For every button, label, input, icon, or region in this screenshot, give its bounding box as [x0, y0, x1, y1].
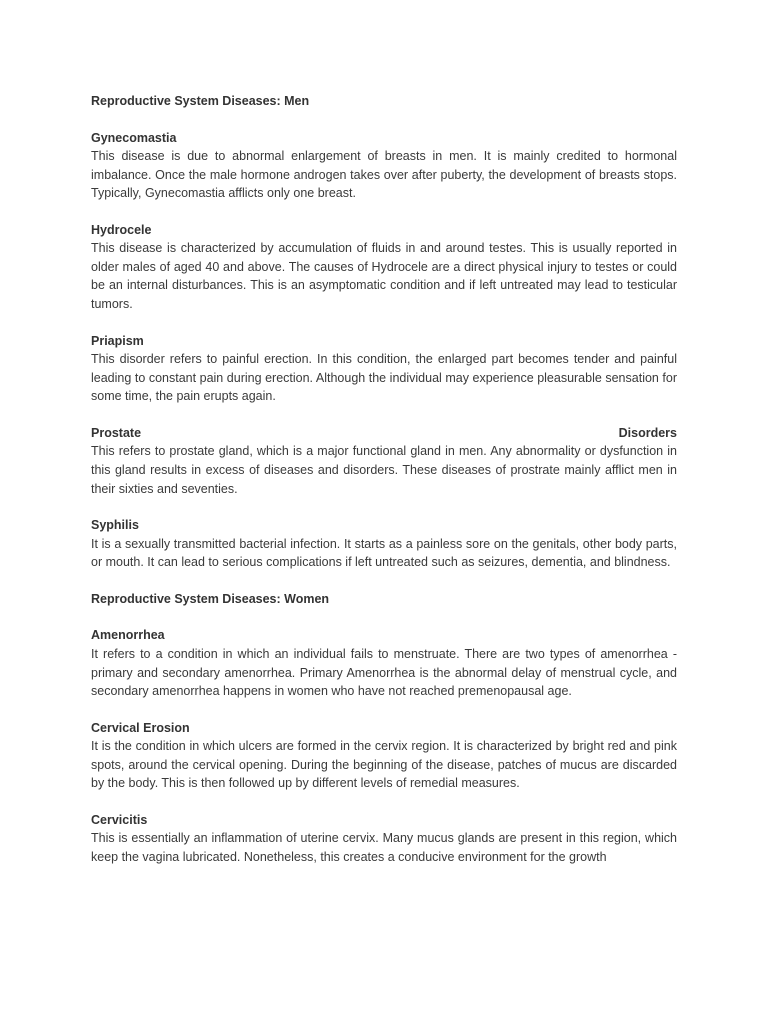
entry-title-text: Cervicitis	[91, 812, 148, 827]
entry-body: It is the condition in which ulcers are formed in the cervix region. It is characterized by bright red and pink spots, around the cervical opening. During the beginning of the disease, patches of mucus are discarded by the body. This is then followed up by different levels of remedial measures.	[91, 739, 677, 791]
entry-title	[91, 811, 677, 830]
entry-hydrocele	[91, 221, 677, 314]
entry-title	[91, 221, 677, 240]
entry-title-text: Hydrocele	[91, 222, 152, 237]
entry-body: This refers to prostate gland, which is a major functional gland in men. Any abnormality or dysfunction in this gland results in excess of diseases and disorders. These diseases of prostrate mainly afflict men in their sixties and seventies.	[91, 444, 677, 496]
entry-body: This is essentially an inflammation of uterine cervix. Many mucus glands are present in this region, which keep the vagina lubricated. Nonetheless, this creates a conducive environment for the growth	[91, 831, 677, 865]
entry-syphilis	[91, 516, 677, 572]
entry-title-text: Amenorrhea	[91, 628, 165, 643]
entry-body: It refers to a condition in which an individual fails to menstruate. There are two types of amenorrhea -primary and secondary amenorrhea. Primary Amenorrhea is the abnormal delay of menstrual cycle, and secondary amenorrhea happens in women who have not reached premenopausal age.	[91, 646, 677, 699]
entry-priapism	[91, 332, 677, 406]
entry-title	[91, 332, 677, 351]
entry-body: This disorder refers to painful erection. In this condition, the enlarged part becomes tender and painful leading to constant pain during erection. Although the individual may experience pleasurable sensation for some time, the pain erupts again.	[91, 352, 677, 404]
entry-cervical-erosion	[91, 719, 677, 793]
entry-title-text: Syphilis	[91, 518, 139, 533]
entry-title	[91, 516, 677, 535]
section-heading-women: Reproductive System Diseases: Women	[91, 591, 330, 606]
entry-prostate-disorders	[91, 424, 677, 498]
entry-title-text-right: Disorders	[618, 425, 677, 440]
entry-gynecomastia	[91, 129, 677, 203]
entry-title-text: Cervical Erosion	[91, 720, 190, 735]
entry-amenorrhea	[91, 626, 677, 700]
entry-title	[91, 719, 677, 738]
entry-body: This disease is due to abnormal enlargement of breasts in men. It is mainly credited to hormonal imbalance. Once the male hormone androgen takes over after puberty, the development of breasts stops. Typically, Gynecomastia afflicts only one breast.	[91, 149, 677, 201]
entry-title-text: Gynecomastia	[91, 130, 177, 145]
entry-title-text: Priapism	[91, 333, 144, 348]
entry-title	[91, 626, 677, 645]
entry-body: It is a sexually transmitted bacterial infection. It starts as a painless sore on the genitals, other body parts, or mouth. It can lead to serious complications if left untreated such as seizures, dementia, and blindness.	[91, 536, 677, 570]
entry-cervicitis	[91, 811, 677, 867]
entry-title	[91, 129, 677, 148]
entry-title	[91, 424, 677, 443]
entry-title-text: Prostate	[91, 425, 142, 440]
section-heading-men: Reproductive System Diseases: Men	[91, 94, 310, 108]
entry-body: This disease is characterized by accumulation of fluids in and around testes. This is usually reported in older males of aged 40 and above. The causes of Hydrocele are a direct physical injury to testes or could be an internal disturbances. This is an asymptomatic condition and if left untreated may lead to testicular tumors.	[91, 241, 677, 312]
document-page	[91, 92, 677, 885]
